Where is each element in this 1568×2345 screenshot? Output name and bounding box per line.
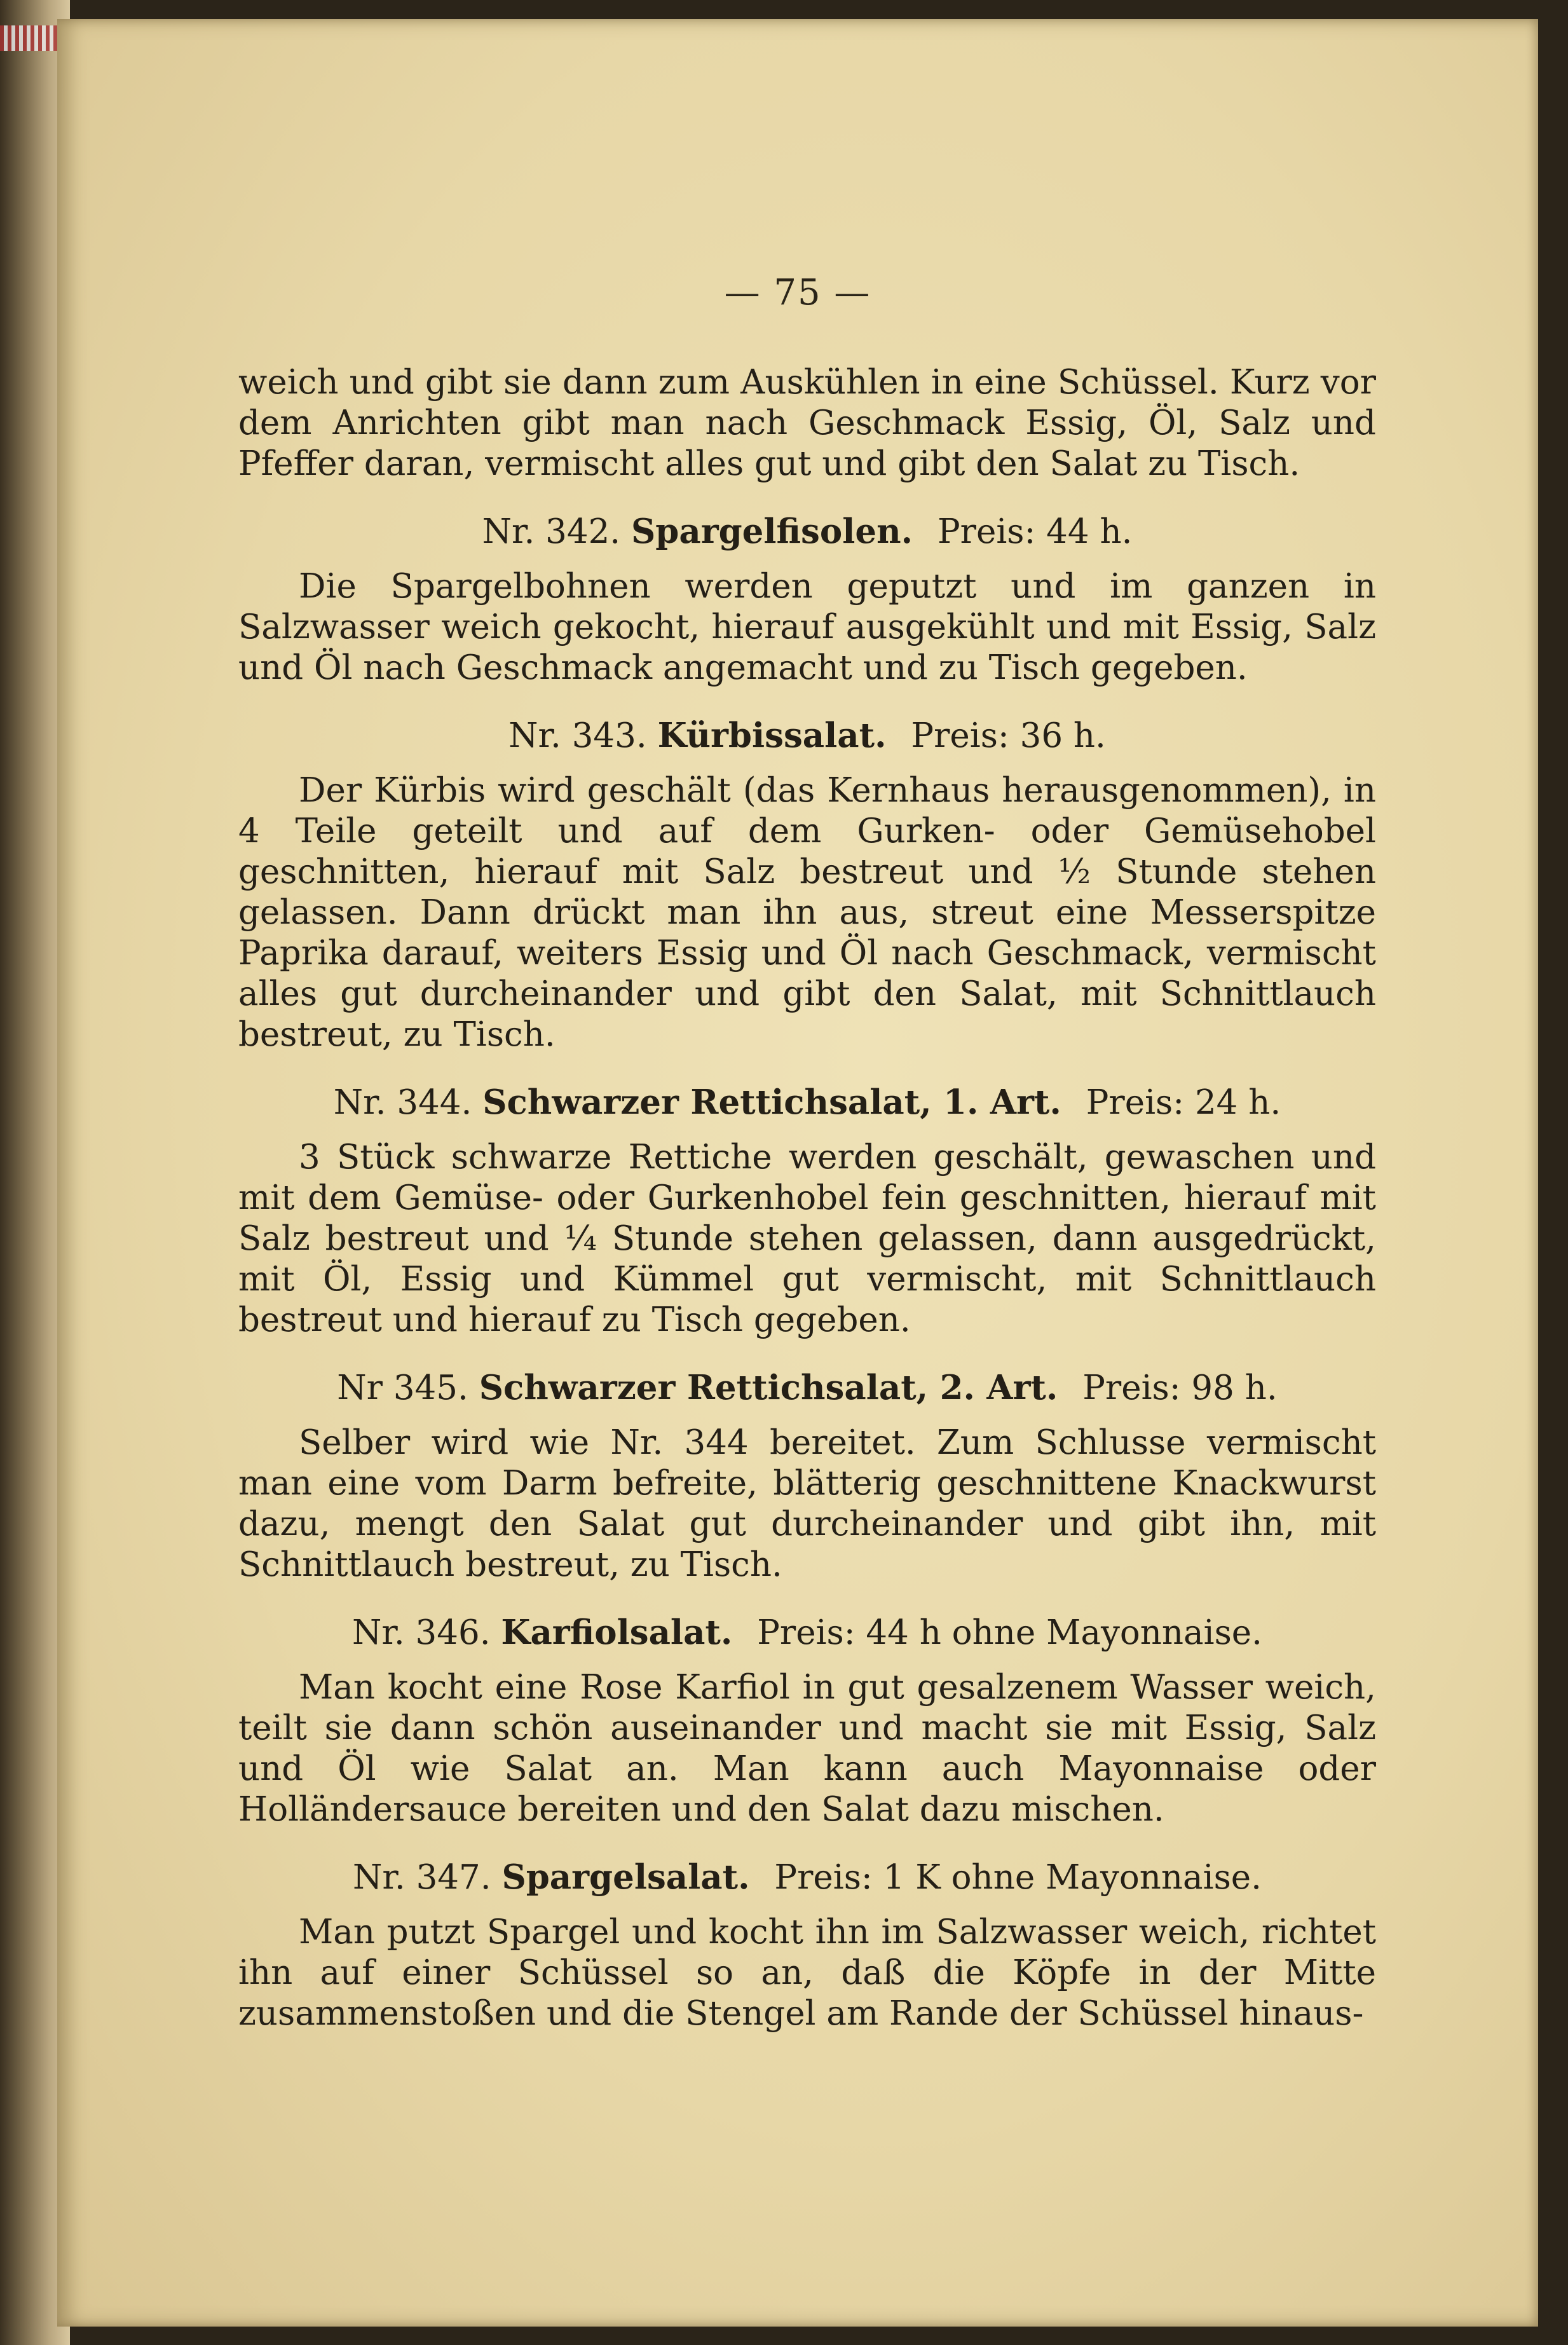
recipe-price: Preis: 36 h.: [911, 716, 1106, 755]
recipe-title: Schwarzer Rettichsalat, 2. Art.: [479, 1368, 1058, 1407]
recipe-title: Spargelfisolen.: [631, 512, 913, 551]
book-page: [57, 19, 1538, 2327]
recipe-number: Nr. 344.: [333, 1083, 472, 1122]
page-text: [238, 362, 1376, 2034]
intro-paragraph: weich und gibt sie dann zum Auskühlen in eine Schüssel. Kurz vor dem Anrichten gibt man nach Geschmack Essig, Öl, Salz und Pfeffer daran, vermischt alles gut und gibt den Salat zu Tisch.: [238, 363, 1376, 483]
recipe-text: Die Spargelbohnen werden geputzt und im ganzen in Salzwasser weich gekocht, hierauf ausgekühlt und mit Essig, Salz und Öl nach Geschmack angemacht und zu Tisch gegeben.: [238, 567, 1376, 687]
recipe-343: [238, 715, 1376, 1055]
recipe-price: Preis: 24 h.: [1086, 1083, 1281, 1122]
recipe-number: Nr. 346.: [351, 1613, 491, 1652]
recipe-heading: [238, 715, 1376, 756]
recipe-price: Preis: 98 h.: [1082, 1369, 1278, 1407]
recipe-title: Spargelsalat.: [501, 1857, 750, 1897]
recipe-text: Der Kürbis wird geschält (das Kernhaus herausgenommen), in 4 Teile geteilt und auf dem Gurken- oder Gemüsehobel geschnitten, hierauf mit Salz bestreut und ½ Stunde stehen gelassen. Dann drückt man ihn aus, streut eine Messerspitze Paprika darauf, weiters Essig und Öl nach Geschmack, vermischt alles gut durcheinander und gibt den Salat, mit Schnittlauch bestreut, zu Tisch.: [238, 771, 1376, 1054]
recipe-title: Schwarzer Rettichsalat, 1. Art.: [482, 1083, 1061, 1122]
recipe-heading: [238, 1082, 1376, 1123]
recipe-heading: [238, 1367, 1376, 1409]
recipe-price: Preis: 1 K ohne Mayonnaise.: [774, 1858, 1262, 1897]
recipe-number: Nr. 343.: [508, 716, 647, 755]
recipe-text: Man kocht eine Rose Karfiol in gut gesalzenem Wasser weich, teilt sie dann schön auseinander und macht sie mit Essig, Salz und Öl wie Salat an. Man kann auch Mayonnaise oder Holländersauce bereiten und den Salat dazu mischen.: [238, 1668, 1376, 1829]
recipe-title: Karfiolsalat.: [501, 1613, 733, 1652]
recipe-number: Nr. 342.: [482, 512, 621, 551]
recipe-text: Selber wird wie Nr. 344 bereitet. Zum Schlusse vermischt man eine vom Darm befreite, blätterig geschnittene Knackwurst dazu, mengt den Salat gut durcheinander und gibt ihn, mit Schnittlauch bestreut, zu Tisch.: [238, 1423, 1376, 1584]
recipe-346: [238, 1612, 1376, 1830]
recipe-title: Kürbissalat.: [657, 716, 887, 755]
recipe-price: Preis: 44 h.: [937, 512, 1133, 551]
recipe-number: Nr 345.: [337, 1369, 468, 1407]
recipe-number: Nr. 347.: [353, 1858, 491, 1897]
bookmark-ribbon: [0, 25, 60, 51]
recipe-heading: [238, 1612, 1376, 1653]
recipe-342: [238, 511, 1376, 688]
recipe-heading: [238, 511, 1376, 552]
recipe-price: Preis: 44 h ohne Mayonnaise.: [757, 1613, 1263, 1652]
page-number: — 75 —: [724, 272, 871, 313]
recipe-text: 3 Stück schwarze Rettiche werden geschält, gewaschen und mit dem Gemüse- oder Gurkenhobel fein geschnitten, hierauf mit Salz bestreut und ¼ Stunde stehen gelassen, dann ausgedrückt, mit Öl, Essig und Kümmel gut vermischt, mit Schnittlauch bestreut und hierauf zu Tisch gegeben.: [238, 1138, 1376, 1339]
recipe-345: [238, 1367, 1376, 1585]
recipe-heading: [238, 1857, 1376, 1898]
recipe-text: Man putzt Spargel und kocht ihn im Salzwasser weich, richtet ihn auf einer Schüssel so an, daß die Köpfe in der Mitte zusammenstoßen und die Stengel am Rande der Schüssel hinaus-: [238, 1913, 1376, 2033]
recipe-347: [238, 1857, 1376, 2034]
recipe-344: [238, 1082, 1376, 1341]
